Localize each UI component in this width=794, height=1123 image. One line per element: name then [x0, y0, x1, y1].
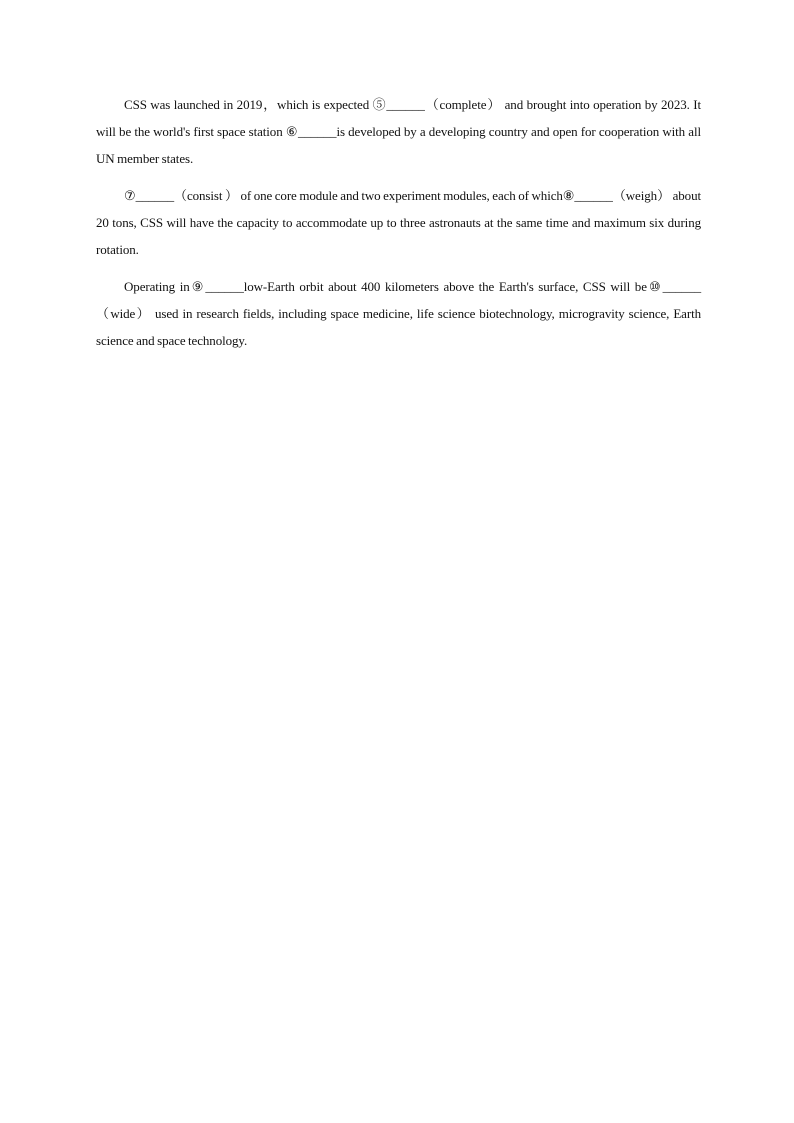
- paragraph-css-launch: CSS was launched in 2019，which is expected ⑤______（complete） and brought into operation by 2023. It will be the world's first space station ⑥______is developed by a developing country and open for cooperation with all UN member states.: [96, 97, 701, 166]
- paragraph-css-research: Operating in⑨______low-Earth orbit about 400 kilometers above the Earth's surface, CSS will be⑩______（wide） used in research fields, including space medicine, life science biotechnology, microgravity science, Earth science and space technology.: [96, 279, 701, 348]
- document-body: [96, 91, 701, 364]
- paragraph-css-modules: ⑦______（consist ） of one core module and two experiment modules, each of which⑧______（weigh） about 20 tons, CSS will have the capacity to accommodate up to three astronauts at the same time and maximum six during rotation.: [96, 188, 701, 257]
